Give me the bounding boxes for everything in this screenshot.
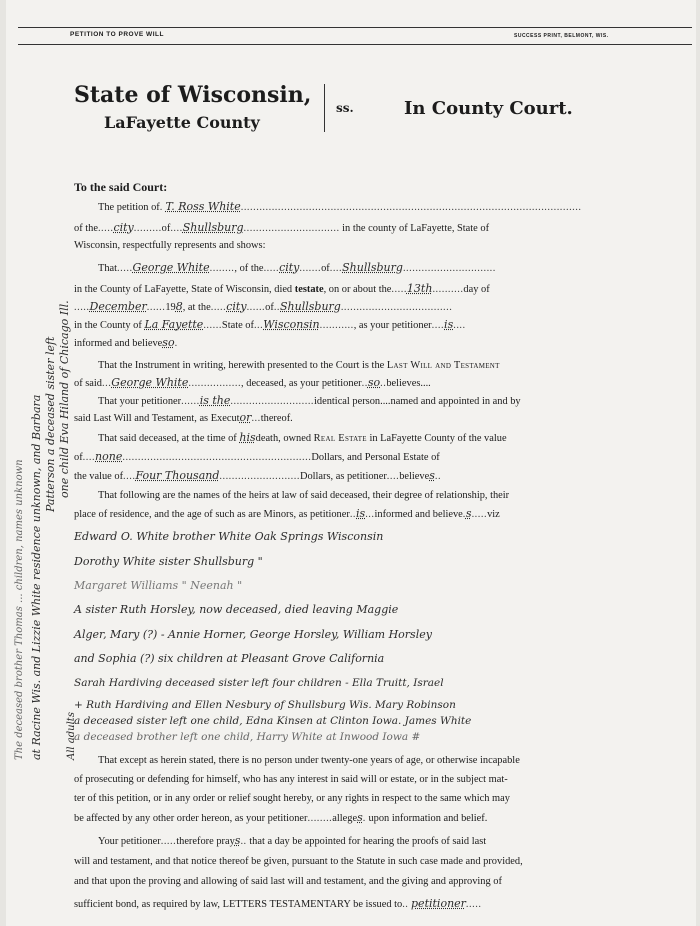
text: death, owned	[255, 433, 312, 444]
text: viz	[487, 509, 500, 520]
salutation: To the said Court:	[74, 180, 168, 194]
place-type: city	[226, 300, 247, 313]
text: believes....	[386, 378, 431, 389]
heir-line: A sister Ruth Horsley, now deceased, died leaving Maggie	[74, 603, 399, 616]
heir-line: and Sophia (?) six children at Pleasant Grove California	[74, 652, 385, 665]
text: sufficient bond, as required by law, LETTERS TESTAMENTARY be issued to	[74, 899, 403, 910]
death-year: 8	[175, 300, 183, 313]
prayer-line-1: Your petitioner.....therefore prays.. that a day be appointed for hearing the proofs of said last	[98, 834, 487, 847]
margin-note: All adults	[66, 712, 77, 760]
text: allege	[332, 813, 358, 824]
county-caption: LaFayette County	[104, 113, 260, 132]
text: in the County of LaFayette, State of Wisconsin, died	[74, 284, 293, 295]
place-name: Shullsburg	[280, 300, 341, 313]
heir-line: + Ruth Hardiving and Ellen Nesbury of Shullsburg Wis. Mary Robinson	[74, 699, 456, 711]
text: Dollars, and Personal Estate of	[311, 452, 440, 463]
text: identical person....named and appointed in and by	[314, 396, 521, 407]
estate-line-1	[98, 431, 698, 445]
prayer-line-4: sufficient bond, as required by law, LETTERS TESTAMENTARY be issued to.. petitioner.....	[74, 897, 482, 910]
last-will-label: Last Will and Testament	[386, 360, 500, 371]
executor-suffix: or	[239, 411, 252, 424]
text: believe	[399, 471, 430, 482]
text: of the	[74, 223, 98, 234]
heirs-intro-2: place of residence, and the age of such as are Minors, as petitioner..is...informed and believe.s.....viz	[74, 507, 500, 520]
text: therefore pray	[176, 836, 235, 847]
text: of	[161, 223, 171, 234]
place-type: city	[113, 221, 134, 234]
his-mark: his	[239, 431, 256, 444]
estate-line-3: the value of....Four Thousand..........................Dollars, as petitioner....believes..	[74, 469, 442, 482]
margin-note: one child Eva Hiland of Chicago Ill.	[58, 300, 71, 498]
heir-line: a deceased sister left one child, Edna Kinsen at Clinton Iowa. James White	[74, 715, 472, 727]
death-month: December	[89, 300, 147, 313]
decedent-line-1: That.....George White........, of the.....city.......of....Shullsburg..............................	[98, 261, 496, 274]
believe-s: s	[429, 469, 435, 482]
ss-mark: ss.	[336, 101, 354, 115]
petition-document	[6, 0, 696, 926]
text: , of the	[234, 263, 264, 274]
identity-mark: is the	[199, 394, 231, 407]
caption-divider	[324, 84, 325, 132]
text: that a day be appointed for hearing the proofs of said last	[249, 836, 487, 847]
text: informed and believe	[374, 509, 463, 520]
text: the value of	[74, 471, 124, 482]
text: of	[74, 452, 83, 463]
heir-line: a deceased brother left one child, Harry White at Inwood Iowa #	[74, 731, 421, 743]
text: 19	[165, 302, 176, 313]
text: in LaFayette County of the value	[369, 433, 507, 444]
text: place of residence, and the age of such as are Minors, as petitioner	[74, 509, 350, 520]
prayer-line-3: and that upon the proving and allowing of said last will and testament, and the giving and approving of	[74, 876, 502, 887]
decedent-line-5: informed and believeso.	[74, 336, 178, 349]
court-caption: In County Court.	[404, 98, 573, 119]
decedent-name: George White	[132, 261, 210, 274]
decedent-line-3: .....December......198, at the.....city......of..Shullsburg....................................	[74, 300, 453, 313]
text: of said	[74, 378, 102, 389]
text: , on or about the	[323, 284, 392, 295]
text: thereof.	[260, 413, 293, 424]
petitioner-name: T. Ross White	[165, 200, 241, 213]
executor-line-1: That your petitioner......is the...........................identical person....named and appointed in and by	[98, 394, 521, 407]
text: of	[265, 302, 274, 313]
personal-estate-value: Four Thousand	[135, 469, 220, 482]
petition-line-2: of the.....city.........of....Shullsburg............................... in the county of LaFayette, State of	[74, 221, 490, 234]
state-caption: State of Wisconsin,	[74, 82, 312, 108]
heirs-intro-1: That following are the names of the heirs at law of said deceased, their degree of relationship, their	[98, 490, 510, 501]
heir-line: Margaret Williams " Neenah "	[74, 579, 243, 592]
heir-line: Alger, Mary (?) - Annie Horner, George Horsley, William Horsley	[74, 628, 432, 641]
margin-note: The deceased brother Thomas ... children, names unknown	[14, 459, 25, 760]
death-day: 13th	[406, 282, 433, 295]
decedent-line-4: in the County of La Fayette......State of...Wisconsin..........., as your petitioner....is....	[74, 318, 466, 331]
believe-mark: so	[162, 336, 175, 349]
incapacity-line-1: That except as herein stated, there is no person under twenty-one years of age, or otherwise incapable	[98, 755, 520, 766]
will-line-1	[98, 359, 698, 372]
text: The petition of	[98, 202, 160, 213]
death-state: Wisconsin	[263, 318, 320, 331]
margin-note: Patterson a deceased sister left	[44, 336, 57, 512]
incapacity-line-2: of prosecuting or defending for himself, who has any interest in said will or estate, or in the subject mat-	[74, 774, 508, 785]
heir-line: Dorothy White sister Shullsburg "	[74, 555, 263, 568]
text: That said deceased, at the time of	[98, 433, 237, 444]
issued-to: petitioner	[411, 897, 466, 910]
text: That the Instrument in writing, herewith presented to the Court is the	[98, 360, 385, 371]
heirs-is: is	[356, 507, 366, 520]
alleges-s: s	[357, 811, 363, 824]
place-type: city	[279, 261, 300, 274]
text: That your petitioner	[98, 396, 182, 407]
estate-line-2: of....none.............................................................Dollars, and Personal Estate of	[74, 450, 440, 463]
text: day of	[463, 284, 490, 295]
heir-line: Edward O. White brother White Oak Springs Wisconsin	[74, 530, 384, 543]
decedent-line-2: in the County of LaFayette, State of Wisconsin, died testate, on or about the.....13th..........day of	[74, 282, 490, 295]
believes-mark: so	[367, 376, 381, 389]
real-estate-label: Real Estate	[313, 433, 367, 444]
place-name: Shullsburg	[182, 221, 244, 234]
header-rule-top	[18, 27, 692, 28]
testate: testate	[294, 284, 324, 295]
will-of-name: George White	[111, 376, 189, 389]
petition-line-3: Wisconsin, respectfully represents and shows:	[74, 240, 266, 251]
place-name: Shullsburg	[342, 261, 403, 274]
text: upon information and belief.	[368, 813, 488, 824]
text: State of	[221, 320, 254, 331]
form-title: PETITION TO PROVE WILL	[70, 31, 164, 38]
text: Dollars, as petitioner	[299, 471, 387, 482]
believe-s2: s	[465, 507, 472, 520]
incapacity-line-4: be affected by any other order hereon, as your petitioner........alleges. upon information and belief.	[74, 811, 488, 824]
text: of	[321, 263, 330, 274]
text: informed and believe	[74, 338, 163, 349]
heir-line: Sarah Hardiving deceased sister left four children - Ella Truitt, Israel	[74, 677, 444, 689]
printer-credit: SUCCESS PRINT, BELMONT, WIS.	[514, 33, 609, 39]
petitioner-is: is	[444, 318, 454, 331]
text: be affected by any other order hereon, as your petitioner	[74, 813, 308, 824]
text: That	[98, 263, 118, 274]
margin-note: at Racine Wis. and Lizzie White residence unknown, and Barbara	[30, 394, 43, 760]
text: , deceased, as your petitioner	[241, 378, 362, 389]
text: said Last Will and Testament, as Execut	[74, 413, 240, 424]
petition-line-1: The petition of. T. Ross White..............................................................................................................	[98, 200, 582, 213]
text: Your petitioner	[98, 836, 161, 847]
text: in the County of	[74, 320, 142, 331]
death-county: La Fayette	[144, 318, 204, 331]
will-line-2: of said...George White................., deceased, as your petitioner..so..believes....	[74, 376, 431, 389]
text: in the county of LaFayette, State of	[342, 223, 490, 234]
real-estate-value: none	[95, 450, 123, 463]
executor-line-2: said Last Will and Testament, as Executor...thereof.	[74, 411, 293, 424]
incapacity-line-3: ter of this petition, or in any order or relief sought hereby, or any rights in respect to the same which may	[74, 793, 510, 804]
text: , at the	[182, 302, 211, 313]
text: , as your petitioner	[353, 320, 432, 331]
prayer-line-2: will and testament, and that notice thereof be given, pursuant to the Statute in such case made and provided,	[74, 856, 523, 867]
header-rule-bottom	[18, 44, 692, 45]
prays-s: s	[234, 834, 241, 847]
